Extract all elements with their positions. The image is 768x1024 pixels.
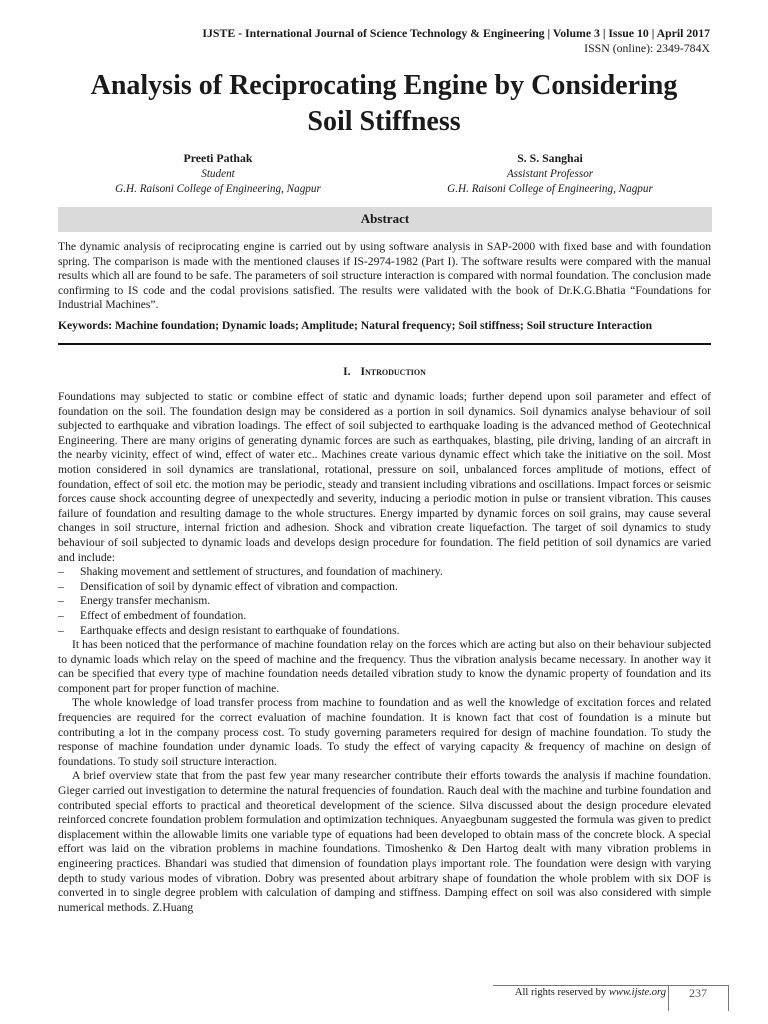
keywords: Keywords: Machine foundation; Dynamic loads; Amplitude; Natural frequency; Soil stiffness; Soil structure Interaction [58,319,653,332]
section-divider [58,343,711,345]
author-block-2 [400,151,700,198]
running-header [202,26,710,56]
paragraph: Foundations may subjected to static or combine effect of static and dynamic loads; further depend upon soil parameter and effect of foundation on the soil. The foundation design may be considered as a portion in soil dynamics. Soil dynamics analyse behaviour of soil subjected to earthquake and vibration loadings. The effect of soil subjected to earthquake loading is the advanced method of Geotechnical Engineering. There are many origins of generating dynamic forces are such as earthquakes, blasting, pile driving, landing of an aircraft in the nearby vicinity, effect of wind, effect of water etc.. Machines create various dynamic effect which take the initiative on the soil. Most motion considered in soil dynamics are translational, rotational, pressure on soil, unbalanced forces amplitude of motions, effect of foundation, effect of soil etc. the motion may be periodic, steady and transient including vibrations and oscillations. Impact forces or seismic forces cause shock accounting degree of unexpectedly and severity, inducing a periodic motion in pulse or transient vibration. This causes failure of foundation and resulting damage to the whole structures. Energy imparted by dynamic forces on soil grains, may cause several changes in soil structure, internal friction and adhesion. Shock and vibration create liquefaction. The target of soil dynamics to study behaviour of soil subjected to dynamic loads and develops design procedure for foundation. The field petition of soil dynamics are varied and include: [58,390,711,564]
author-name: S. S. Sanghai [517,151,583,165]
paragraph: It has been noticed that the performance of machine foundation relay on the forces which are acting but also on their behaviour subjected to dynamic loads which relay on the speed of machine and the frequency. Thus the vibration analysis became necessary. In another way it can be specified that every type of machine foundation needs detailed vibration study to know the dynamic property of foundation and its component part for proper function of machine. [58,638,711,695]
body-text [58,390,711,915]
section-heading [58,365,711,379]
rights-text: All rights reserved by [514,987,607,998]
abstract-heading: Abstract [360,211,410,226]
section-title: Introduction [360,365,426,378]
list-item: – Earthquake effects and design resistant to earthquake of foundations. [58,623,400,637]
journal-url-link[interactable]: www.ijste.org [608,987,666,998]
dash-icon: – [58,579,64,593]
author-name: Preeti Pathak [183,151,253,165]
paragraph: The whole knowledge of load transfer process from machine to foundation and as well the knowledge of excitation forces and related frequencies are required for the correct evaluation of machine foundation. It is known fact that cost of foundation is a minute but contributing a lot in the company process cost. To study governing parameters required for design of machine foundation. To study the response of machine foundation under dynamic loads. To study the effect of varying capacity & frequency of machine on design of foundations. To study soil structure interaction. [58,696,711,768]
footer-rights [470,986,666,1000]
abstract-text: The dynamic analysis of reciprocating engine is carried out by using software analysis in SAP-2000 with fixed base and with foundation spring. The comparison is made with the mentioned clauses if IS-2974-1982 (Part I). The software results were compared with the manual results which all are found to be safe. The parameters of soil structure interaction is compared with normal foundation. The conclusion made confirming to IS code and the codal provisions satisfied. The results were validated with the book of Dr.K.G.Bhatia “Foundations for Industrial Machines”. [58,240,711,312]
footer-divider [668,985,669,1011]
page-number: 237 [689,986,707,1000]
paper-title [40,68,728,140]
list-item: – Densification of soil by dynamic effect of vibration and compaction. [58,579,398,593]
list-item: – Effect of embedment of foundation. [58,608,247,622]
author-role: Student [201,167,235,180]
issn-line: ISSN (online): 2349-784X [584,41,710,55]
dash-icon: – [58,565,64,579]
author-affiliation: G.H. Raisoni College of Engineering, Nagpur [115,183,321,195]
dash-icon: – [58,594,64,608]
section-number: I. [343,365,351,378]
bullet-list [58,565,711,638]
title-line-2: Soil Stiffness [307,106,461,137]
footer-divider [728,985,729,1011]
list-item: – Shaking movement and settlement of structures, and foundation of machinery. [58,565,443,579]
title-line-1: Analysis of Reciprocating Engine by Considering [90,70,678,101]
author-block-1 [68,151,368,198]
journal-line: IJSTE - International Journal of Science Technology & Engineering | Volume 3 | Issue 10 | April 2017 [202,26,710,40]
author-affiliation: G.H. Raisoni College of Engineering, Nagpur [447,183,653,195]
dash-icon: – [58,608,64,622]
author-role: Assistant Professor [506,167,594,180]
paragraph: A brief overview state that from the past few year many researcher contribute their efforts towards the analysis if machine foundation. Gieger carried out investigation to determine the natural frequencies of foundation. Rauch deal with the machine and turbine foundation and contributed special efforts to practical and theoretical development of the science. Silva discussed about the design procedure elevated reinforced concrete foundation problem formulation and optimization techniques. Anyaegbunam suggested the formula was given to predict displacement within the allowable limits one variable type of equations had been developed to obtain mass of the concrete block. A special effort was laid on the vibration problems in machine foundations. Timoshenko & Den Hartog dealt with many vibration problems in engineering practices. Bhandari was studied that dimension of foundation plays important role. The foundation were design with varying depth to study various modes of vibration. Dobry was presented about arbitrary shape of foundation the whole problem with six DOF is converted in to single degree problem with calculation of damping and stiffness. Damping effect on soil was also considered with simple numerical methods. Z.Huang [58,769,711,914]
dash-icon: – [58,623,64,637]
list-item: – Energy transfer mechanism. [58,594,211,608]
